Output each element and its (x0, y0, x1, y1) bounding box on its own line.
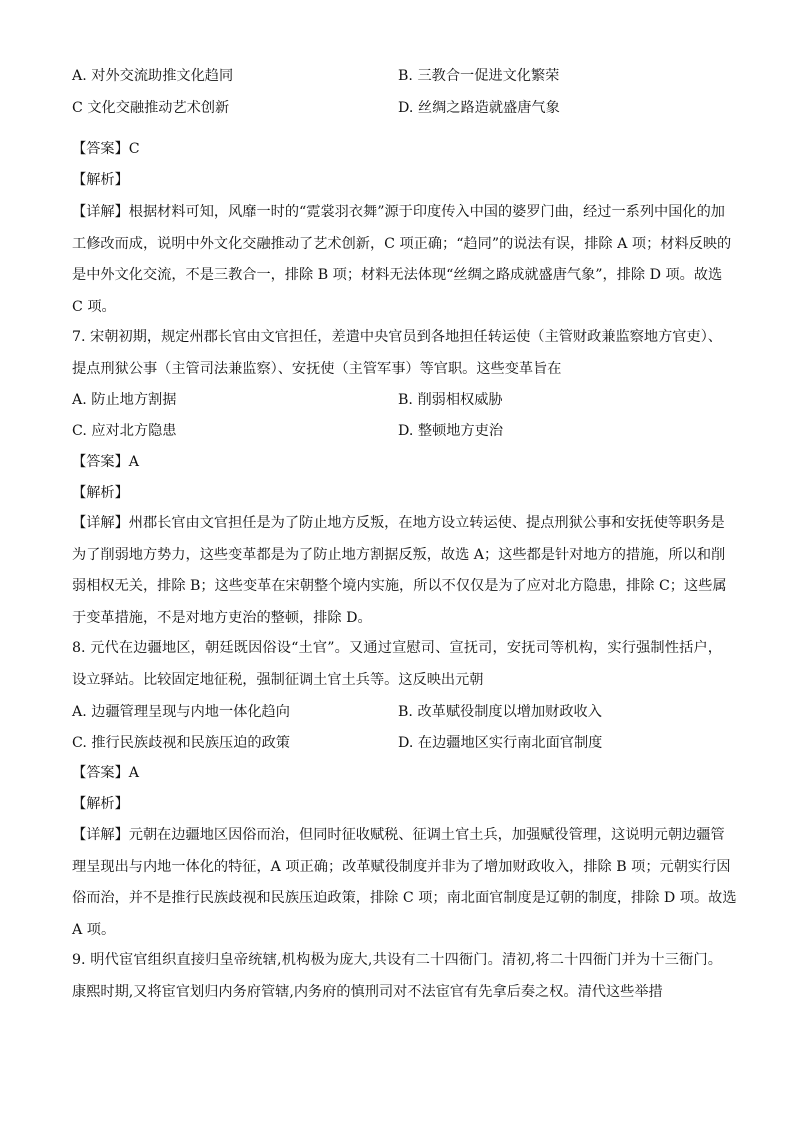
q9-stem-line: 康熙时期,又将宦官划归内务府管辖,内务府的慎刑司对不法宦官有先拿后奏之权。清代这些举措 (72, 983, 663, 1000)
q7-stem (72, 322, 722, 385)
q6-analysis-label: 【解析】 (72, 172, 129, 188)
q7-detail-line: 于变革措施，不是对地方吏治的整顿，排除 D。 (72, 609, 372, 626)
q7-stem-line: 提点刑狱公事（主管司法兼监察）、安抚使（主管军事）等官职。这些变革旨在 (72, 360, 562, 377)
q7-answer: 【答案】A (72, 454, 139, 470)
q7-options-row-1 (72, 390, 722, 410)
q8-stem-line: 设立驿站。比较固定地征税，强制征调土官土兵等。这反映出元朝 (72, 671, 484, 688)
q7-option-a: A. 防止地方割据 (72, 392, 177, 408)
q7-detail-line: 为了削弱地方势力，这些变革都是为了防止地方割据反叛，故选 A；这些都是针对地方的措施，所以和削 (72, 546, 726, 563)
q6-options-row-2 (72, 98, 722, 118)
q6-detail-line: C 项。 (72, 298, 116, 315)
q6-option-d: D. 丝绸之路造就盛唐气象 (398, 100, 560, 116)
q7-detail (72, 508, 727, 634)
q7-option-d: D. 整顿地方吏治 (398, 423, 504, 439)
q8-stem (72, 633, 722, 696)
q6-answer: 【答案】C (72, 141, 140, 157)
q6-option-c: C 文化交融推动艺术创新 (72, 100, 230, 116)
q8-options-row-2 (72, 733, 722, 753)
q9-stem-line: 9. 明代宦官组织直接归皇帝统辖,机构极为庞大,共设有二十四衙门。清初,将二十四衙门并为十三衙门。 (72, 952, 722, 968)
q7-option-c: C. 应对北方隐患 (72, 423, 177, 439)
q8-detail (72, 820, 737, 946)
q8-detail-line: 理呈现出与内地一体化的特征，A 项正确；改革赋役制度并非为了增加财政收入，排除 B 项；元朝实行因 (72, 858, 731, 875)
q6-options-row-1 (72, 66, 722, 86)
q7-detail-line: 弱相权无关，排除 B；这些变革在宋朝整个境内实施，所以不仅仅是为了应对北方隐患，排除 C；这些属 (72, 578, 727, 594)
q8-answer: 【答案】A (72, 765, 139, 781)
q8-detail-line: 俗而治，并不是推行民族歧视和民族压迫政策，排除 C 项；南北面官制度是辽朝的制度，排除 D 项。故选 (72, 890, 737, 906)
q7-option-b: B. 削弱相权威胁 (398, 392, 503, 408)
q6-detail-line: 【详解】根据材料可知，风靡一时的“霓裳羽衣舞”源于印度传入中国的婆罗门曲，经过一系列中国化的加 (72, 204, 725, 220)
q6-option-a: A. 对外交流助推文化趋同 (72, 68, 234, 84)
q7-options-row-2 (72, 421, 722, 441)
q8-option-c: C. 推行民族歧视和民族压迫的政策 (72, 735, 290, 751)
q9-stem (72, 945, 722, 1008)
q8-stem-line: 8. 元代在边疆地区，朝廷既因俗设“土官”。又通过宣慰司、宣抚司，安抚司等机构，实行强制性括户， (72, 640, 722, 656)
q8-option-a: A. 边疆管理呈现与内地一体化趋向 (72, 704, 290, 720)
q6-option-b: B. 三教合一促进文化繁荣 (398, 68, 560, 84)
q8-detail-line: 【详解】元朝在边疆地区因俗而治，但同时征收赋税、征调土官土兵，加强赋役管理，这说明元朝边疆管 (72, 827, 725, 843)
q8-option-b: B. 改革赋役制度以增加财政收入 (398, 704, 602, 720)
q6-detail-line: 工修改而成，说明中外文化交融推动了艺术创新，C 项正确；“趋同”的说法有误，排除 A 项；材料反映的 (72, 235, 732, 252)
q8-detail-line: A 项。 (72, 921, 116, 938)
q7-analysis-label: 【解析】 (72, 485, 129, 501)
q7-detail-line: 【详解】州郡长官由文官担任是为了防止地方反叛，在地方设立转运使、提点刑狱公事和安抚使等职务是 (72, 515, 725, 531)
q6-detail-line: 是中外文化交流，不是三教合一，排除 B 项；材料无法体现“丝绸之路成就盛唐气象”，排除 D 项。故选 (72, 267, 723, 283)
q6-detail (72, 197, 732, 323)
q8-options-row-1 (72, 702, 722, 722)
q8-analysis-label: 【解析】 (72, 796, 129, 812)
q7-stem-line: 7. 宋朝初期，规定州郡长官由文官担任，差遣中央官员到各地担任转运使（主管财政兼监察地方官吏）、 (72, 329, 722, 345)
q8-option-d: D. 在边疆地区实行南北面官制度 (398, 735, 603, 751)
